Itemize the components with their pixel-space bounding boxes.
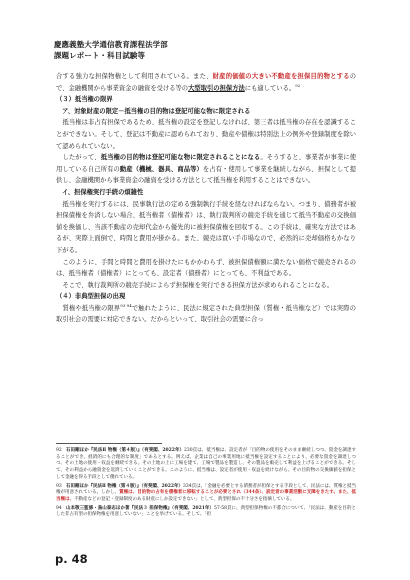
highlighted-text: 財産的価値の大きい不動産を担保目的物とする — [212, 73, 350, 80]
paragraph: 抵当権は非占有担保であるため、抵当権の設定を登記しなければ、第三者は抵当権の存在を認識することができない。そして、登記は不動産に認められており、動産や債権は特別法上の例外や登録制度を除いて認められていない。 — [56, 119, 356, 150]
bold-text: 動産（機械、器具、商品等） — [119, 165, 203, 173]
section-heading: （４）非典型担保の出現 — [56, 293, 126, 301]
paragraph: 抵当権を実行するには、民事執行法の定める強制執行手続を経なければならない。つまり、債務者が被担保債権を弁済しない場合、抵当権者（債権者）は、執行裁判所の競売手続を通じて抵当不動産の交換価値を換価し、当該不動産の売却代金から優先的に被担保債権を回収する。この手続は、確実な方法ではあるが、実際上面倒で、時間と費用が掛かる。また、競売は買い手市場なので、必然的に売却価格もかなり下がる。 — [56, 200, 356, 254]
text-run: したがって、 — [62, 154, 101, 162]
footnote-text: 不動産などの登記・登録制度のある財産にしか設定できない」として、典型担保の不十分さを指摘している。 — [74, 496, 295, 502]
page-number: p. 48 — [55, 552, 88, 566]
text-run: ので、金融機関から事業資金の融資を受ける等の — [56, 73, 357, 92]
text-run: にも適している。 — [244, 84, 296, 92]
paragraph: そこで、執行裁判所の競売手続によらず担保権を実行できる担保方法が求められることになる。 — [62, 281, 334, 289]
footnote-ref: 93 94 — [120, 302, 132, 308]
footnote-text: 57-58頁に、典型担保物権の不都合について、「民法は、動産を目的とした非占有型の担保物権を用意していない」ことを挙げている。そして、「担 — [56, 505, 356, 518]
main-text — [56, 71, 356, 326]
footnote — [56, 506, 356, 519]
footnote-source: 石田剛ほか『民法Ⅱ 物権（第４版）』（有斐閣、2022年） — [66, 448, 185, 453]
footnote-divider — [56, 443, 162, 444]
footnote-number: 93 — [56, 483, 62, 489]
text-run: 質権や抵当権の限界 — [62, 304, 121, 312]
header-university: 慶應義塾大学通信教育課程法学部 — [54, 40, 168, 49]
highlighted-text: 質権は、目的物の占有を債権者に移転することが必要とされ（344条）、設定者の事業活動に支障をきたす。また、抵当権は、 — [56, 490, 356, 502]
footnote-source: 山本敬三監修・鳥山泰志ほか著『民法３ 担保物権』（有斐閣、2021年） — [66, 505, 214, 511]
bold-text: 抵当権の目的物は登記可能な物に限定されることになる — [100, 154, 261, 162]
footnote — [56, 484, 356, 504]
footnote — [56, 448, 356, 482]
text-run: 合する強力な担保物権として利用されている。また、 — [56, 73, 213, 80]
document-header — [54, 40, 168, 61]
footnote-number: 94 — [56, 505, 62, 511]
subsection-heading: イ、担保権実行手続の煩雑性 — [62, 188, 144, 196]
paragraph-continued — [56, 71, 356, 94]
footnotes — [56, 448, 356, 521]
header-course: 課題レポート・科目試験等 — [54, 50, 146, 60]
paragraph — [56, 152, 356, 187]
footnote-text: 334頁は、「金融を必要とする債務者が担保とする手段として、民法には、質権と抵当権が用意されている。しかし、 — [56, 483, 357, 496]
text-run: 。そうすると、事業者が事業に使用している自己所有の — [56, 154, 357, 173]
footnote-ref: 92 — [295, 82, 301, 88]
paragraph: このように、手間と時間と費用を掛けたにもかかわらず、被担保債権額に満たない価格で競売されるのは、抵当権者（債権者）にとっても、設定者（債務者）にとっても、不利益である。 — [56, 258, 356, 278]
text-run: で触れたように、民法に規定された典型担保（質権・抵当権など）では実際の取引社会の需要に対応できない。だからといって、取引社会の需要に合っ — [56, 304, 357, 324]
section-heading: （３）抵当権の限界 — [56, 96, 113, 104]
footnote-source: 石田剛ほか『民法Ⅱ 物権（第４版）』（有斐閣、2022年） — [66, 483, 184, 489]
footnote-number: 92 — [56, 448, 62, 453]
footnote-text: 230頁は、抵当権は、設定者が「目的物の使用をそのまま継続しつつ、資金を調達することができ、経済的にも合理的な制度」であるとする。例えば、企業は自己の事業用地に抵当権を設定することにより、必要な資金を調達しつつ、その土地の使用・収益を継続できる。その土地の上に工場を建て、工場で製品を製造し、その製品を販売して利益を上げることができる。そして、その利益から融資金を返済していくことができる。このように、抵当権は、設定者が使用・収益を続けながら、その目的物の交換価値を担保として金融を得る手段として優れている。 — [56, 448, 356, 480]
text-run: を占有・使用して事業を継続しながら、担保として提供し、金融機関から事業資金の融資を受ける方法として抵当権を利用することはできない。 — [56, 165, 357, 185]
paragraph — [56, 303, 356, 326]
subsection-heading: ア、対象財産の限定－抵当権の目的物は登記可能な物に限定される — [62, 107, 251, 115]
underlined-text: 大型取引の担保方法 — [188, 84, 245, 92]
